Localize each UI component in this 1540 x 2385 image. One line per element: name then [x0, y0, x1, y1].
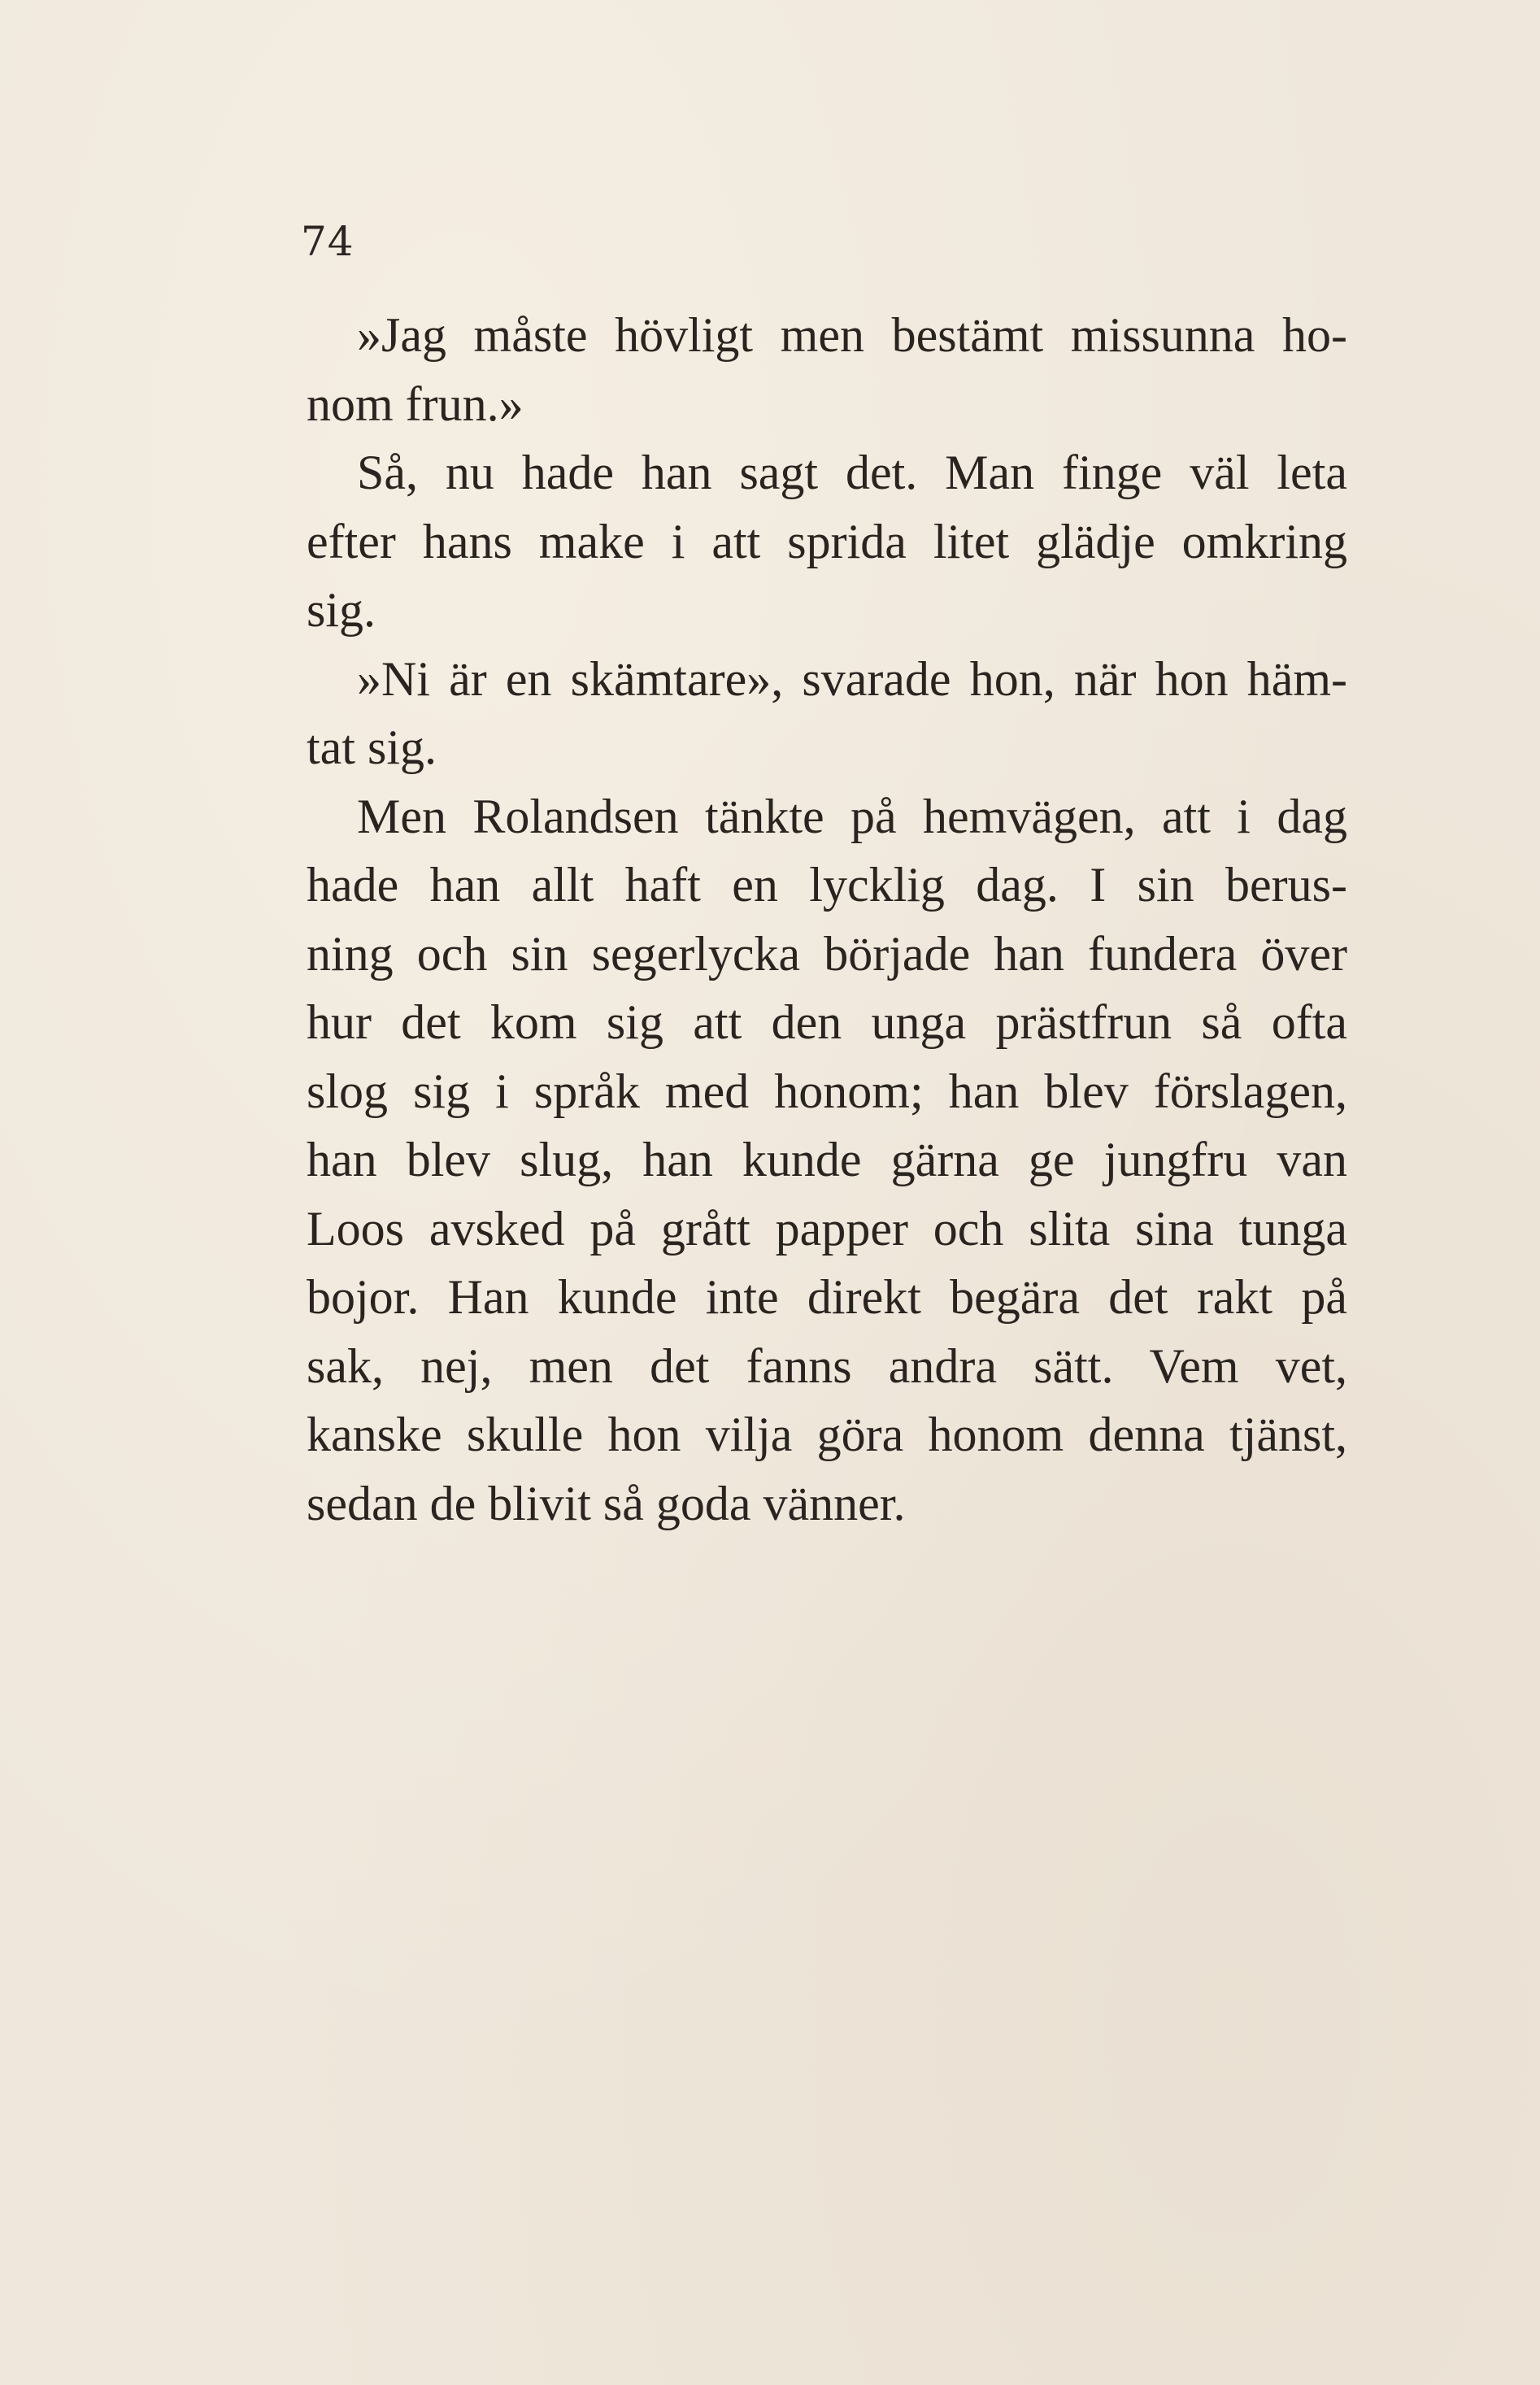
text-line: »Ni är en skämtare», svarade hon, när hon häm-	[357, 651, 1347, 706]
text-line: slog sig i språk med honom; han blev förslagen,	[307, 1064, 1347, 1118]
text-line: tat sig.	[307, 720, 437, 774]
text-line: han blev slug, han kunde gärna ge jungfru van	[307, 1133, 1347, 1186]
text-line: Loos avsked på grått papper och slita sina tunga	[307, 1201, 1347, 1256]
body-text	[307, 301, 1347, 1538]
text-line: »Jag måste hövligt men bestämt missunna ho-	[357, 308, 1347, 362]
text-line: sak, nej, men det fanns andra sätt. Vem vet,	[307, 1338, 1347, 1393]
text-line: Så, nu hade han sagt det. Man finge väl leta	[357, 446, 1347, 499]
page-number: 74	[301, 218, 355, 265]
text-line: hur det kom sig att den unga prästfrun så ofta	[307, 995, 1347, 1049]
text-line: efter hans make i att sprida litet glädje omkring	[307, 514, 1347, 568]
text-line: Men Rolandsen tänkte på hemvägen, att i dag	[357, 789, 1347, 843]
text-line: kanske skulle hon vilja göra honom denna tjänst,	[307, 1408, 1347, 1461]
text-line: ning och sin segerlycka började han fundera över	[307, 926, 1347, 981]
text-line: nom frun.»	[307, 376, 524, 431]
text-line: bojor. Han kunde inte direkt begära det rakt på	[307, 1270, 1347, 1324]
text-line: sedan de blivit så goda vänner.	[307, 1476, 906, 1530]
text-line: sig.	[307, 583, 376, 637]
text-line: hade han allt haft en lycklig dag. I sin berus-	[307, 858, 1347, 912]
